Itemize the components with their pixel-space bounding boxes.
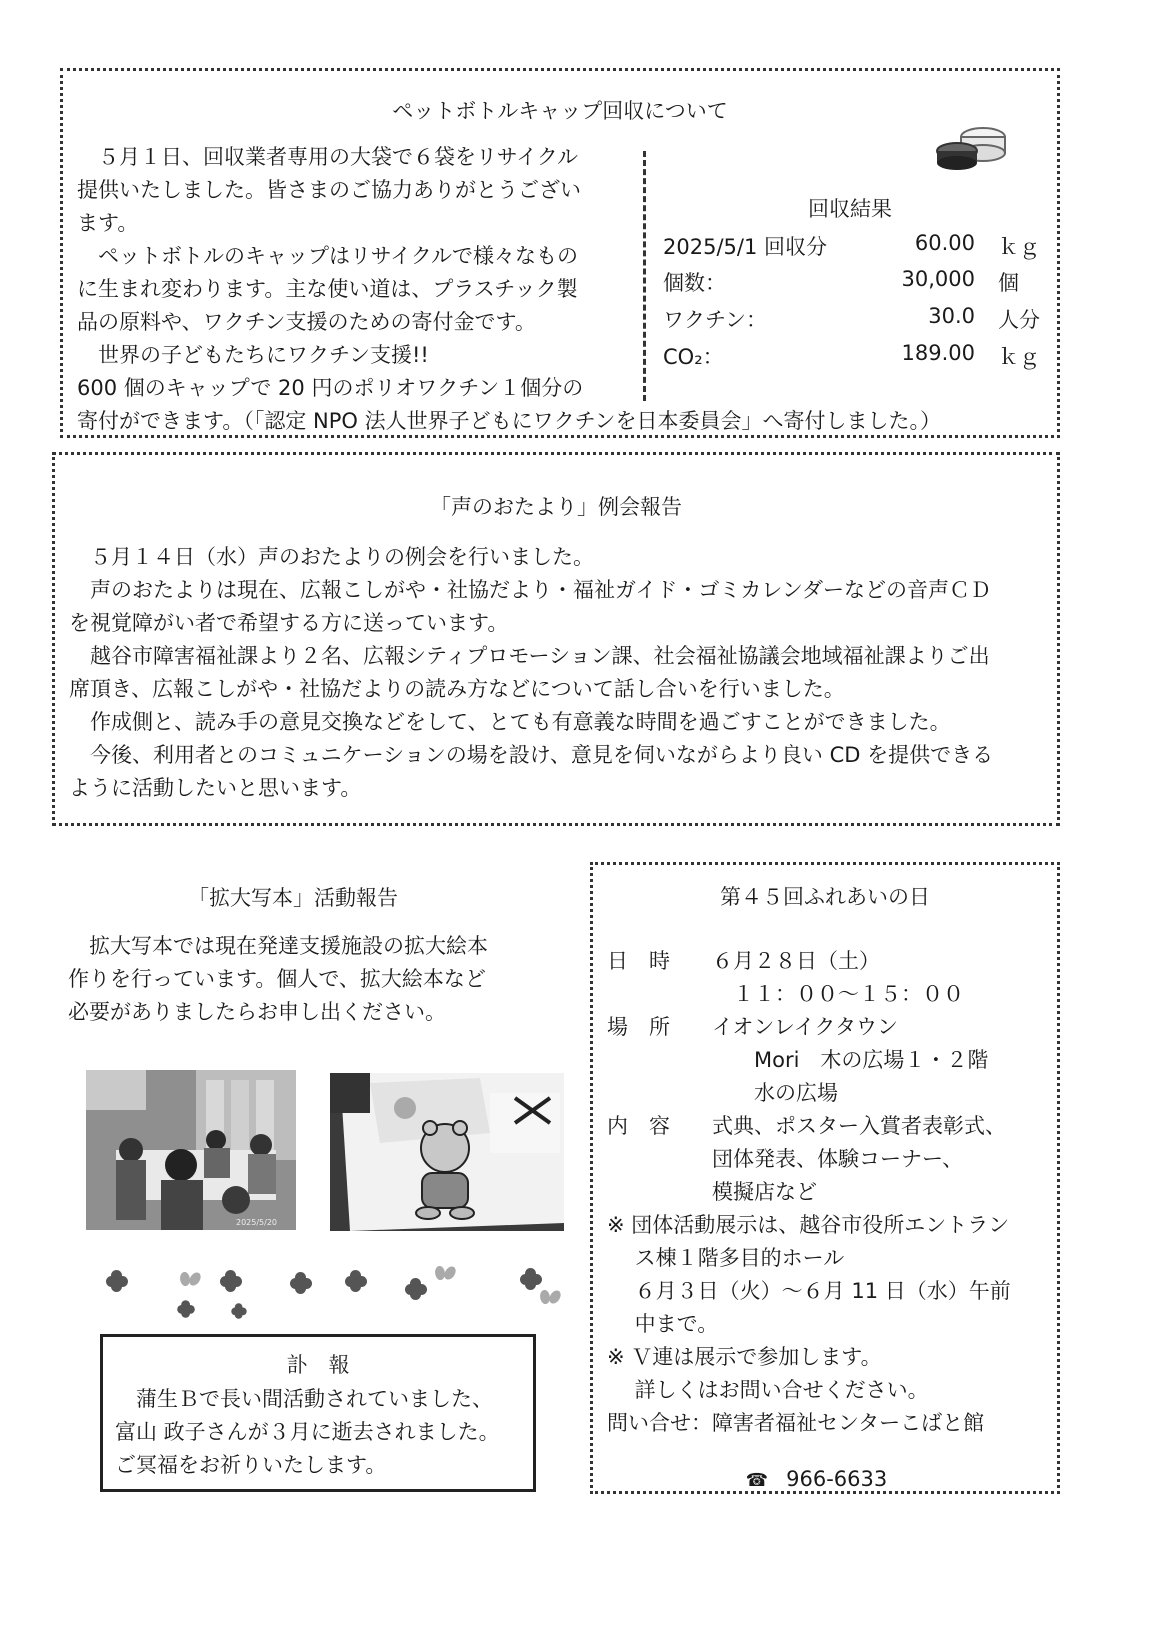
photo-date-stamp: 2025/5/20	[236, 1218, 278, 1227]
result-label-1: 2025/5/1 回収分	[663, 235, 827, 259]
picture-book-photo	[330, 1073, 564, 1231]
result-label-4: CO₂：	[663, 345, 724, 369]
voice-line-1: ５月１４日（水）声のおたよりの例会を行いました。	[69, 545, 594, 569]
fureai-line-9: ※ 団体活動展示は、越谷市役所エントラン	[607, 1213, 1010, 1237]
fureai-line-13: ※ Ｖ連は展示で参加します。	[607, 1345, 882, 1369]
result-label-2: 個数：	[663, 271, 726, 295]
voice-line-6: 作成側と、読み手の意見交換などをして、とても有意義な時間を過ごすことができました。	[69, 710, 951, 734]
clover-icon	[520, 1268, 542, 1290]
result-value-1: 60.00	[914, 231, 975, 255]
cap-line-6: 品の原料や、ワクチン支援のための寄付金です。	[77, 310, 536, 334]
voice-title: 「声のおたより」例会報告	[430, 495, 682, 519]
obituary-line-1: 蒲生Ｂで長い間活動されていました、	[115, 1387, 493, 1411]
result-label-3: ワクチン：	[663, 308, 767, 332]
voice-line-8: ように活動したいと思います。	[69, 776, 362, 800]
cap-divider	[643, 151, 646, 401]
cap-section	[60, 68, 1060, 438]
result-unit-4: ｋｇ	[998, 345, 1040, 369]
fureai-line-14: 詳しくはお問い合せください。	[607, 1378, 929, 1402]
phone-number: 966-6633	[786, 1467, 888, 1491]
result-value-2: 30,000	[901, 267, 975, 291]
fureai-line-6: 内 容 式典、ポスター入賞者表彰式、	[607, 1114, 1006, 1138]
voice-line-2: 声のおたよりは現在、広報こしがや・社協だより・福祉ガイド・ゴミカレンダーなどの音声ＣＤ	[69, 578, 992, 602]
fureai-line-4: Mori 木の広場１・２階	[607, 1048, 989, 1072]
kakudai-line-1: 拡大写本では現在発達支援施設の拡大絵本	[68, 934, 488, 958]
clover-icon	[220, 1270, 242, 1292]
butterfly-icon	[540, 1290, 562, 1306]
workshop-photo	[86, 1070, 296, 1230]
voice-line-4: 越谷市障害福祉課より２名、広報シティプロモーション課、社会福祉協議会地域福祉課よりご出	[69, 644, 990, 668]
result-unit-3: 人分	[998, 308, 1040, 332]
obituary-title: 訃 報	[286, 1353, 350, 1377]
fureai-line-3: 場 所 イオンレイクタウン	[607, 1015, 898, 1039]
obituary-box	[100, 1334, 536, 1492]
fureai-line-1: 日 時 ６月２８日（土）	[607, 949, 880, 973]
voice-section	[52, 452, 1060, 826]
result-unit-2: 個	[998, 271, 1019, 295]
butterfly-icon	[180, 1272, 202, 1288]
cap-line-8: 600 個のキャップで 20 円のポリオワクチン１個分の	[77, 376, 584, 400]
kakudai-line-2: 作りを行っています。個人で、拡大絵本など	[68, 967, 486, 991]
fureai-line-7: 団体発表、体験コーナー、	[607, 1147, 964, 1171]
fureai-line-11: ６月３日（火）～６月 11 日（水）午前	[607, 1279, 1011, 1303]
cap-line-5: に生まれ変わります。主な使い道は、プラスチック製	[77, 277, 578, 301]
cap-line-4: ペットボトルのキャップはリサイクルで様々なもの	[77, 244, 579, 268]
telephone-icon: ☎	[745, 1470, 769, 1491]
cap-line-1: ５月１日、回収業者専用の大袋で６袋をリサイクル	[77, 145, 579, 169]
result-value-3: 30.0	[928, 304, 975, 328]
clover-icon	[345, 1270, 367, 1292]
clover-icon	[290, 1272, 312, 1294]
phone-row	[719, 1443, 887, 1515]
cap-line-2: 提供いたしました。皆さまのご協力ありがとうござい	[77, 178, 581, 202]
clover-icon	[231, 1303, 246, 1318]
fureai-section	[590, 862, 1060, 1494]
fureai-line-15: 問い合せ：障害者福祉センターこばと館	[607, 1411, 985, 1435]
result-unit-1: ｋｇ	[998, 235, 1040, 259]
fureai-line-5: 水の広場	[607, 1081, 838, 1105]
fureai-line-2: １１：００～１５：００	[607, 982, 964, 1006]
fureai-line-8: 模擬店など	[607, 1180, 817, 1204]
voice-line-7: 今後、利用者とのコミュニケーションの場を設け、意見を伺いながらより良い CD を提供できる	[69, 743, 994, 767]
bottle-caps-icon	[933, 123, 1013, 173]
clover-icon	[106, 1270, 128, 1292]
clover-icon	[405, 1278, 427, 1300]
voice-line-5: 席頂き、広報こしがや・社協だよりの読み方などについて話し合いを行いました。	[69, 677, 845, 701]
fureai-title: 第４５回ふれあいの日	[720, 885, 930, 909]
fureai-line-10: ス棟１階多目的ホール	[607, 1246, 845, 1270]
results-title: 回収結果	[808, 197, 892, 221]
cap-title: ペットボトルキャップ回収について	[392, 99, 728, 123]
fureai-line-12: 中まで。	[607, 1312, 719, 1336]
result-value-4: 189.00	[901, 341, 975, 365]
obituary-line-3: ご冥福をお祈りいたします。	[115, 1453, 387, 1477]
decoration-row	[100, 1270, 560, 1320]
clover-icon	[177, 1300, 195, 1318]
obituary-line-2: 富山 政子さんが３月に逝去されました。	[115, 1420, 500, 1444]
voice-line-3: を視覚障がい者で希望する方に送っています。	[69, 611, 509, 635]
cap-line-9: 寄付ができます。（「認定 NPO 法人世界子どもにワクチンを日本委員会」へ寄付しました。）	[77, 409, 942, 433]
cap-line-7: 世界の子どもたちにワクチン支援!!	[77, 343, 429, 367]
cap-line-3: ます。	[77, 211, 139, 235]
kakudai-title: 「拡大写本」活動報告	[188, 886, 398, 910]
butterfly-icon	[435, 1266, 457, 1282]
kakudai-line-3: 必要がありましたらお申し出ください。	[68, 1000, 446, 1024]
